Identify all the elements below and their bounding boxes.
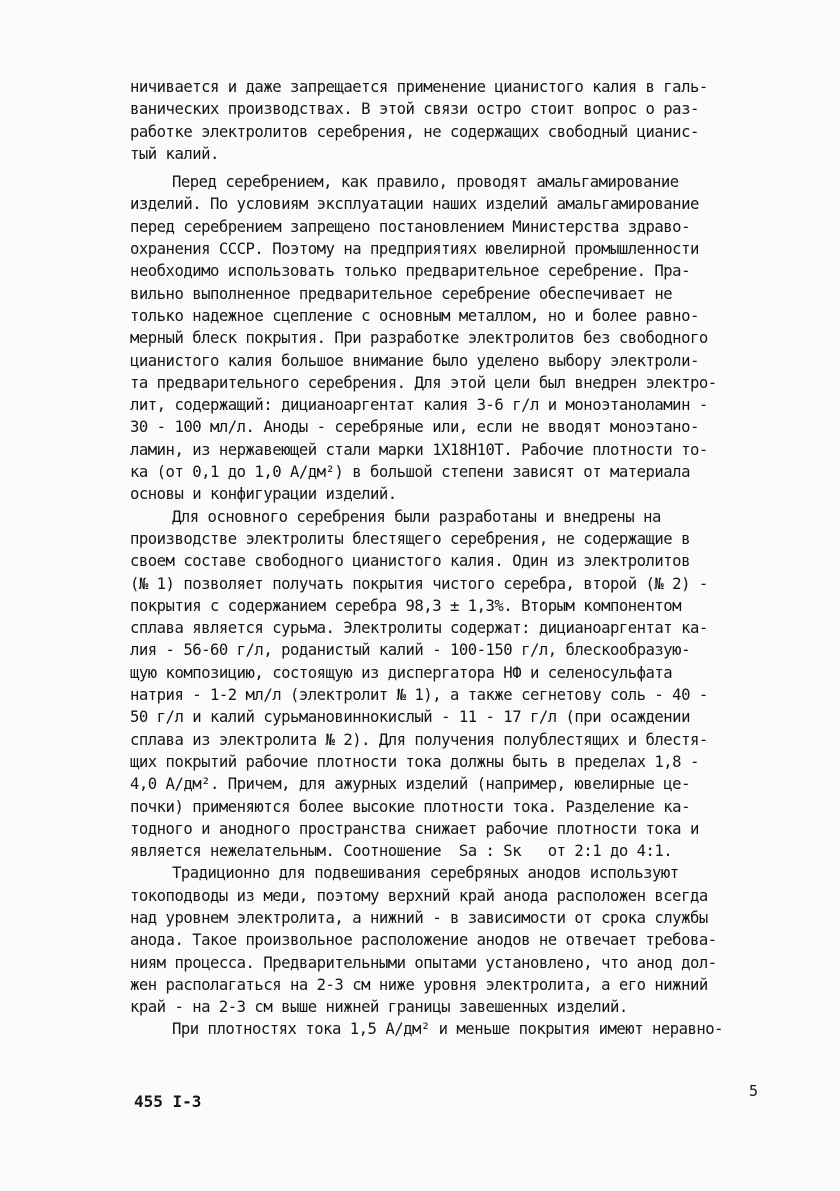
text-line: только надежное сцепление с основным металлом, но и более равно-: [130, 306, 699, 325]
text-line: лия - 56-60 г/л, роданистый калий - 100-150 г/л, блескообразую-: [130, 641, 690, 660]
footer-code: 455 I-3: [134, 1092, 202, 1111]
text-line: лит, содержащий: дицианоаргентат калия 3-6 г/л и моноэтаноламин -: [130, 396, 708, 415]
text-line: та предварительного серебрения. Для этой цели был внедрен электро-: [130, 373, 717, 392]
text-line: почки) применяются более высокие плотности тока. Разделение ка-: [130, 797, 690, 816]
text-line: край - на 2-3 см выше нижней границы завешенных изделий.: [130, 998, 628, 1017]
text-line: вильно выполненное предварительное серебрение обеспечивает не: [130, 284, 673, 303]
text-line: охранения СССР. Поэтому на предприятиях ювелирной промышленности: [130, 240, 699, 259]
text-line: мерный блеск покрытия. При разработке электролитов без свободного: [130, 329, 708, 348]
paragraph-first-line: Для основного серебрения были разработаны и внедрены на: [172, 507, 661, 526]
page-number: 5: [749, 1082, 759, 1100]
body-text: [130, 76, 770, 1041]
text-line: ламин, из нержавеющей стали марки 1Х18Н10Т. Рабочие плотности то-: [130, 440, 708, 459]
text-line: цианистого калия большое внимание было уделено выбору электроли-: [130, 351, 699, 370]
text-line: работке электролитов серебрения, не содержащих свободный цианис-: [130, 122, 699, 141]
text-line: ниям процесса. Предварительными опытами установлено, что анод дол-: [130, 953, 717, 972]
text-line: сплава из электролита № 2). Для получения полублестящих и блестя-: [130, 730, 708, 749]
text-line: 4,0 А/дм². Причем, для ажурных изделий (например, ювелирные це-: [130, 775, 690, 794]
text-line: является нежелательным. Соотношение Sа : Sк от 2:1 до 4:1.: [130, 842, 673, 861]
text-line: изделий. По условиям эксплуатации наших изделий амальгамирование: [130, 195, 699, 214]
text-line: 30 - 100 мл/л. Аноды - серебряные или, если не вводят моноэтано-: [130, 418, 699, 437]
text-line: ка (от 0,1 до 1,0 А/дм²) в большой степени зависят от материала: [130, 463, 690, 482]
text-line: щих покрытий рабочие плотности тока должны быть в пределах 1,8 -: [130, 752, 699, 771]
text-line: ванических производствах. В этой связи остро стоит вопрос о раз-: [130, 100, 699, 119]
text-line: производстве электролиты блестящего серебрения, не содержащие в: [130, 529, 690, 548]
paragraph-first-line: Перед серебрением, как правило, проводят амальгамирование: [172, 173, 679, 192]
text-line: необходимо использовать только предварительное серебрение. Пра-: [130, 262, 690, 281]
text-line: анода. Такое произвольное расположение анодов не отвечает требова-: [130, 931, 717, 950]
text-line: щую композицию, состоящую из диспергатора НФ и селеносульфата: [130, 663, 673, 682]
text-line: жен располагаться на 2-3 см ниже уровня электролита, а его нижний: [130, 975, 708, 994]
text-line: тодного и анодного пространства снижает рабочие плотности тока и: [130, 819, 699, 838]
paragraph-first-line: Традиционно для подвешивания серебряных анодов используют: [172, 864, 679, 883]
text-line: (№ 1) позволяет получать покрытия чистого серебра, второй (№ 2) -: [130, 574, 708, 593]
text-line: основы и конфигурации изделий.: [130, 485, 397, 504]
text-line: над уровнем электролита, а нижний - в зависимости от срока службы: [130, 908, 708, 927]
text-line: тый калий.: [130, 144, 219, 163]
text-line: натрия - 1-2 мл/л (электролит № 1), а также сегнетову соль - 40 -: [130, 686, 708, 705]
paragraph-first-line: При плотностях тока 1,5 А/дм² и меньше покрытия имеют неравно-: [172, 1020, 724, 1039]
text-line: токоподводы из меди, поэтому верхний край анода расположен всегда: [130, 886, 708, 905]
text-line: 50 г/л и калий сурьмановиннокислый - 11 - 17 г/л (при осаждении: [130, 708, 690, 727]
text-line: перед серебрением запрещено постановлением Министерства здраво-: [130, 217, 690, 236]
text-line: ничивается и даже запрещается применение цианистого калия в галь-: [130, 78, 708, 96]
text-line: сплава является сурьма. Электролиты содержат: дицианоаргентат ка-: [130, 619, 708, 638]
text-line: покрытия с содержанием серебра 98,3 ± 1,3%. Вторым компонентом: [130, 596, 682, 615]
text-line: своем составе свободного цианистого калия. Один из электролитов: [130, 552, 690, 571]
